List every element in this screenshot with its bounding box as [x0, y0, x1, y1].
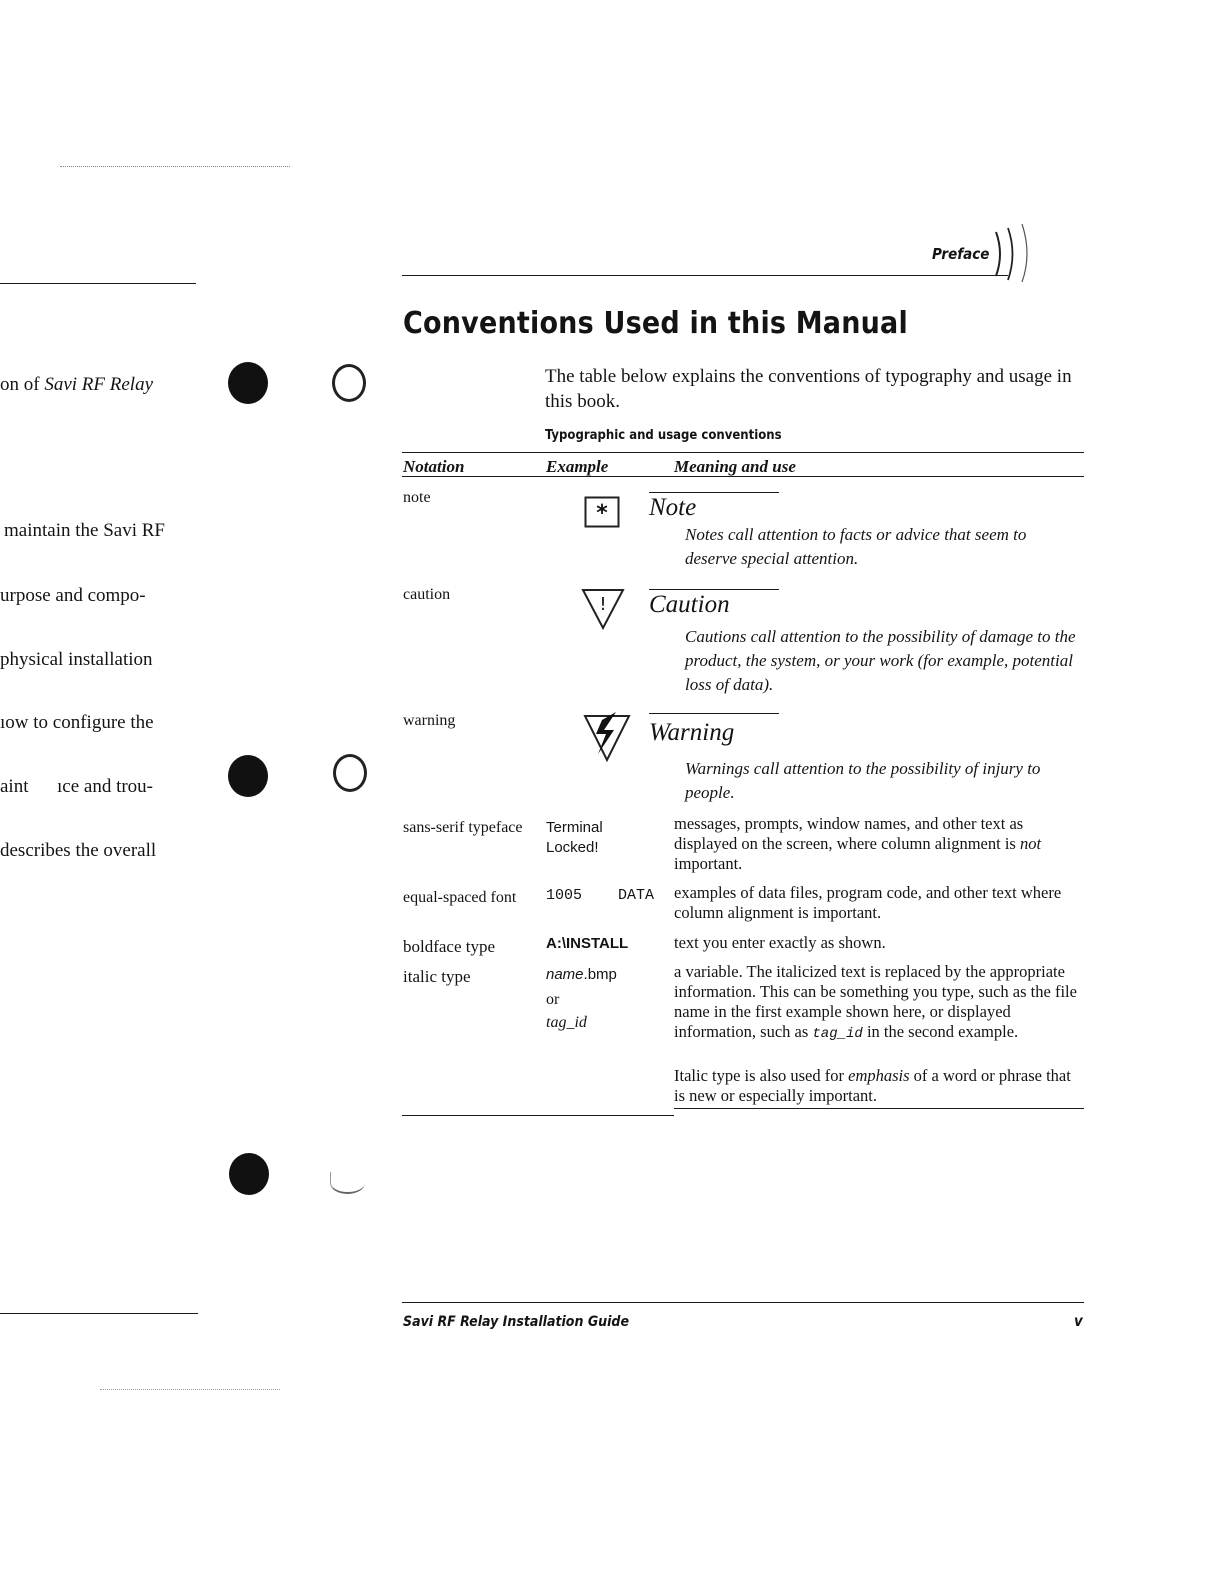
example-italic-or: or [546, 991, 560, 1008]
column-header-notation: Notation [403, 457, 465, 476]
table-top-rule [402, 452, 1084, 453]
binder-hole-dark-2 [228, 755, 268, 797]
note-title-rule [649, 492, 779, 493]
binder-hole-dark-1 [228, 362, 268, 404]
meaning-italic-variable: a variable. The italicized text is replaced by the appropriate information. This can be something you type, such as the file name in the first example shown here, or displayed information, such as tag_id in the second example. [674, 962, 1077, 1042]
left-margin-line-5: ıow to configure the [0, 712, 154, 733]
table-header-rule [402, 476, 1084, 477]
left-margin-line-1: on of Savi RF Relay [0, 374, 154, 395]
left-page-bottom-rule [0, 1313, 198, 1314]
notation-sans-serif: sans-serif typeface [403, 819, 523, 836]
footer-book-title: Savi RF Relay Installation Guide [403, 1314, 629, 1330]
column-header-example: Example [546, 457, 609, 476]
left-margin-line-3: urpose and compo- [0, 585, 146, 606]
notation-equal-spaced: equal-spaced font [403, 889, 517, 906]
notation-note: note [403, 489, 431, 506]
example-sans-serif-2: Locked! [546, 839, 599, 856]
page-title: Conventions Used in this Manual [403, 306, 908, 341]
notation-caution: caution [403, 586, 451, 603]
example-sans-serif-1: Terminal [546, 819, 603, 836]
caution-title-rule [649, 589, 779, 590]
exclamation-triangle-icon [580, 586, 626, 637]
footer-rule [402, 1302, 1084, 1303]
notation-italic: italic type [403, 967, 471, 986]
warning-title: Warning [649, 719, 735, 746]
svg-text:!: ! [599, 594, 607, 615]
lightning-triangle-icon [582, 710, 632, 769]
meaning-equal-spaced: examples of data files, program code, and other text where column alignment is important. [674, 883, 1062, 922]
binder-hole-dark-3 [229, 1153, 269, 1195]
note-body: Notes call attention to facts or advice that seem to deserve special attention. [685, 525, 1027, 568]
example-equal-spaced: 1005 DATA [546, 887, 655, 904]
warning-body: Warnings call attention to the possibility of injury to people. [685, 759, 1041, 802]
example-italic-filename: name.bmp [546, 966, 617, 983]
binder-hole-ring-2 [333, 754, 367, 792]
star-box-icon [584, 496, 620, 533]
table-bottom-rule-left [402, 1115, 674, 1116]
left-page-top-rule [0, 283, 196, 284]
scan-artifact-top [60, 166, 290, 167]
svg-text:*: * [596, 501, 608, 526]
meaning-boldface: text you enter exactly as shown. [674, 933, 886, 952]
table-bottom-rule-right [674, 1108, 1084, 1109]
binder-hole-ring-3-fragment [330, 1172, 365, 1194]
left-margin-line-6: aint ıce and trou- [0, 776, 154, 797]
warning-title-rule [649, 713, 779, 714]
binder-hole-ring-1 [332, 364, 366, 402]
header-rule [402, 275, 1008, 276]
intro-paragraph: The table below explains the conventions of typography and usage in this book. [545, 366, 1072, 412]
caution-title: Caution [649, 591, 730, 618]
left-margin-line-7: describes the overall [0, 840, 157, 861]
meaning-sans-serif: messages, prompts, window names, and other text as displayed on the screen, where column alignment is not important. [674, 814, 1042, 873]
column-header-meaning: Meaning and use [674, 457, 796, 476]
left-margin-line-2: maintain the Savi RF [4, 520, 165, 541]
table-caption: Typographic and usage conventions [545, 428, 782, 443]
notation-boldface: boldface type [403, 937, 496, 956]
example-boldface: A:\INSTALL [546, 935, 629, 952]
notation-warning: warning [403, 712, 456, 729]
scan-artifact-bottom [100, 1389, 280, 1390]
note-title: Note [649, 494, 697, 521]
example-italic-tag: tag_id [546, 1014, 587, 1031]
caution-body: Cautions call attention to the possibility of damage to the product, the system, or your work (for example, potential loss of data). [685, 627, 1076, 694]
header-parentheses-icon [990, 222, 1038, 287]
left-margin-line-4: physical installation [0, 649, 153, 670]
footer-page-number: v [1074, 1312, 1083, 1330]
running-header-section: Preface [932, 245, 990, 263]
meaning-italic-emphasis: Italic type is also used for emphasis of a word or phrase that is new or especially important. [674, 1066, 1071, 1105]
